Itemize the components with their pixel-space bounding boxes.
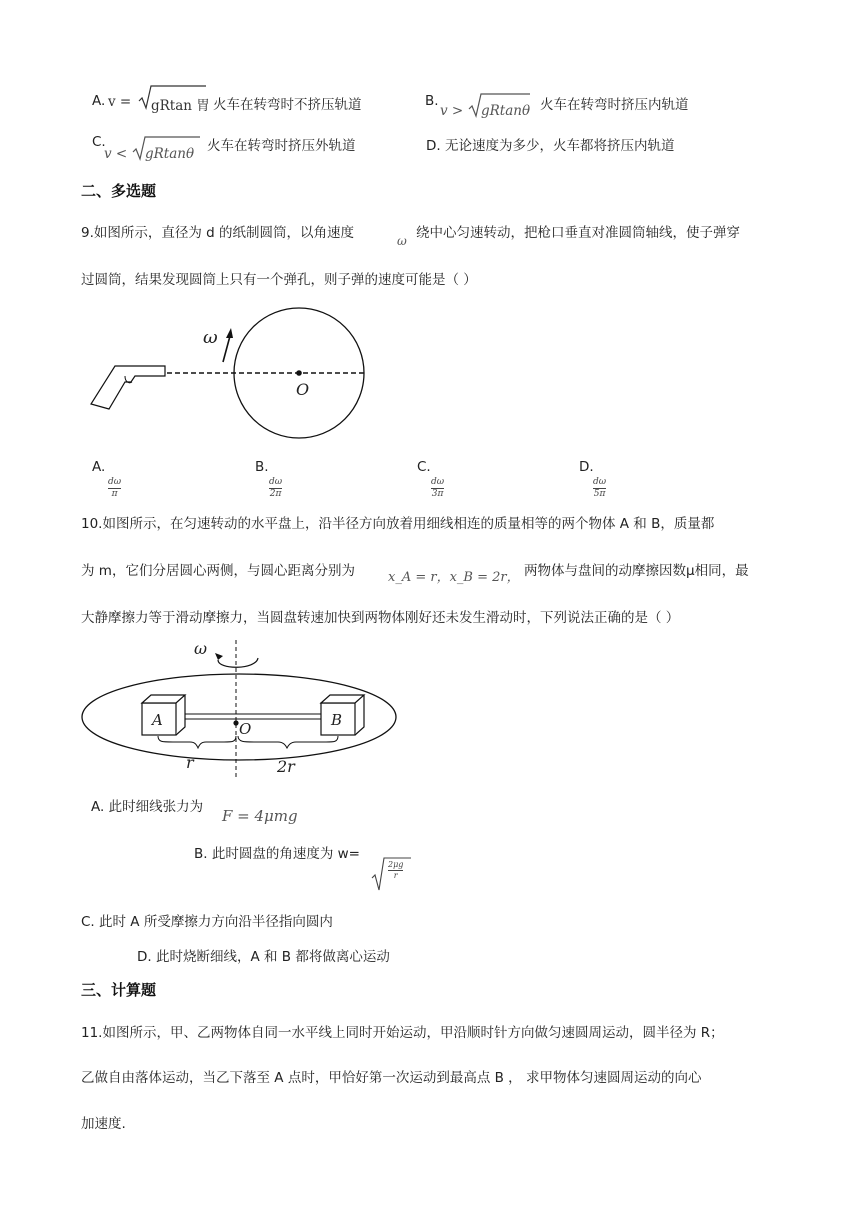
- q10-option-a-text: A. 此时细线张力为: [91, 799, 204, 815]
- q8-option-d-text: D. 无论速度为多少，火车都将挤压内轨道: [426, 138, 675, 154]
- q8-option-a-math: v =: [108, 94, 132, 110]
- q9-option-a-label: A.: [92, 459, 106, 475]
- q11-stem-line-3: 加速度.: [81, 1116, 126, 1132]
- q9-stem-line-1: 9.如图所示，直径为 d 的纸制圆筒，以角速度: [81, 225, 355, 241]
- rotating-cylinder-diagram: [85, 300, 385, 450]
- fraction-numerator: 2μg: [388, 860, 404, 869]
- fraction-denominator: r: [393, 871, 398, 880]
- q8-option-b-label: B.: [425, 93, 439, 109]
- q10-stem-line-2b: 两物体与盘间的动摩擦因数μ相同，最: [524, 563, 749, 579]
- q10-stem-line-2a: 为 m，它们分居圆心两侧，与圆心距离分别为: [81, 563, 355, 579]
- q8-option-c-label: C.: [92, 134, 106, 150]
- fraction-numerator: dω: [593, 477, 607, 487]
- q9-fig-omega-label: ω: [203, 327, 218, 348]
- q10-distance-math: x_A = r，x_B = 2r，: [388, 570, 520, 585]
- q10-stem-line-3: 大静摩擦力等于滑动摩擦力，当圆盘转速加快到两物体刚好还未发生滑动时，下列说法正确的是（ ）: [81, 610, 680, 626]
- q9-option-b-label: B.: [255, 459, 269, 475]
- q10-fig-block-b-label: B: [331, 711, 343, 729]
- q8-option-a-label: A.: [92, 93, 106, 109]
- q8-option-a-text: 火车在转弯时不挤压轨道: [213, 97, 362, 113]
- fraction-numerator: dω: [431, 477, 445, 487]
- q10-option-a-math: F = 4μmg: [222, 807, 298, 825]
- q11-stem-line-2: 乙做自由落体运动，当乙下落至 A 点时，甲恰好第一次运动到最高点 B ， 求甲物体匀速圆周运动的向心: [81, 1070, 702, 1086]
- q10-fig-r-label: r: [186, 753, 194, 772]
- q10-option-d-text: D. 此时烧断细线，A 和 B 都将做离心运动: [137, 949, 390, 965]
- q8-option-a-root: gRtan 胃: [151, 98, 210, 114]
- fraction-denominator: 2π: [269, 489, 282, 499]
- q10-option-b-text: B. 此时圆盘的角速度为 w=: [194, 846, 360, 862]
- fraction-denominator: 3π: [431, 489, 444, 499]
- q8-option-b-text: 火车在转弯时挤压内轨道: [540, 97, 689, 113]
- fraction-numerator: dω: [269, 477, 283, 487]
- q9-option-c-fraction: [431, 477, 444, 500]
- q11-stem-line-1: 11.如图所示，甲、乙两物体自同一水平线上同时开始运动，甲沿顺时针方向做匀速圆周运动，圆半径为 R；: [81, 1025, 724, 1041]
- q9-option-c-label: C.: [417, 459, 431, 475]
- q9-option-b-fraction: [269, 477, 282, 500]
- q10-fig-center-label: O: [239, 720, 252, 738]
- q8-option-c-text: 火车在转弯时挤压外轨道: [207, 138, 356, 154]
- section-heading-multiple-choice: 二、多选题: [81, 182, 157, 200]
- q8-option-b-math: v >: [440, 103, 464, 119]
- q10-fig-omega-label: ω: [194, 640, 208, 658]
- q8-option-c-root: gRtanθ: [145, 146, 195, 162]
- fraction-denominator: π: [111, 489, 118, 499]
- q9-fig-center-label: O: [296, 380, 310, 399]
- q9-stem-line-1b: 绕中心匀速转动，把枪口垂直对准圆筒轴线，使子弹穿: [416, 225, 740, 241]
- fraction-denominator: 5π: [593, 489, 606, 499]
- q10-stem-line-1: 10.如图所示，在匀速转动的水平盘上，沿半径方向放着用细线相连的质量相等的两个物体 A 和 B，质量都: [81, 516, 715, 532]
- q9-stem-line-2: 过圆筒，结果发现圆筒上只有一个弹孔，则子弹的速度可能是（ ）: [81, 272, 477, 288]
- turntable-diagram: [78, 640, 408, 782]
- q8-option-c-math: v <: [104, 146, 128, 162]
- q9-option-d-label: D.: [579, 459, 594, 475]
- q10-option-c-text: C. 此时 A 所受摩擦力方向沿半径指向圆内: [81, 914, 333, 930]
- q10-option-b-fraction: [388, 860, 403, 881]
- q9-option-a-fraction: [108, 477, 121, 500]
- q10-fig-2r-label: 2r: [277, 757, 295, 776]
- q8-option-b-root: gRtanθ: [481, 103, 531, 119]
- q10-figure: [78, 640, 408, 786]
- q9-option-d-fraction: [593, 477, 606, 500]
- section-heading-calculation: 三、计算题: [81, 981, 157, 999]
- q10-fig-block-a-label: A: [152, 711, 163, 729]
- fraction-numerator: dω: [108, 477, 122, 487]
- q9-figure: [85, 300, 385, 454]
- q9-omega-symbol: ω: [397, 234, 407, 248]
